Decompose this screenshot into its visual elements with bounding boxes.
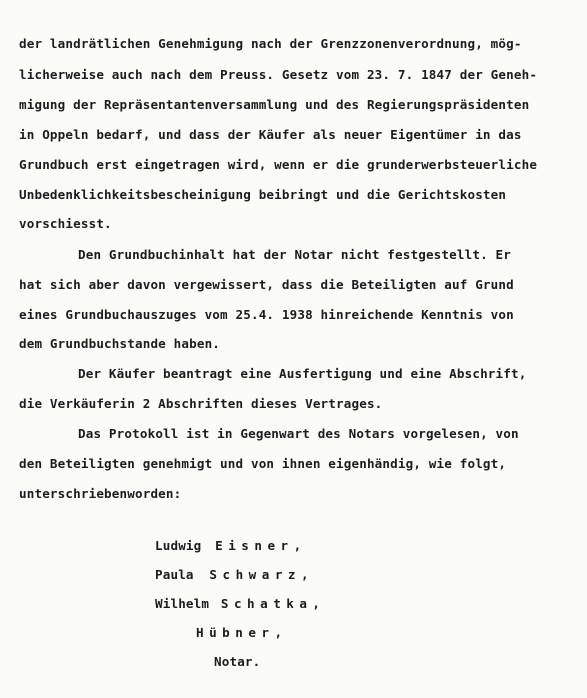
paragraph-1-line-5: Grundbuch erst eingetragen wird, wenn er die grunderwerbsteuerliche (19, 157, 538, 172)
signature-schatka (155, 596, 326, 611)
paragraph-4-line-2: den Beteiligten genehmigt und von ihnen eigenhändig, wie folgt, (19, 456, 507, 471)
signature-last-name: Eisner, (215, 538, 307, 553)
notary-label: Notar. (214, 654, 261, 669)
signature-eisner (155, 538, 307, 553)
signature-huebner: Hübner, (196, 625, 288, 640)
paragraph-4-line-1: Das Protokoll ist in Gegenwart des Notars vorgelesen, von (78, 426, 519, 441)
paragraph-1-line-7: vorschiesst. (19, 216, 112, 231)
paragraph-3-line-2: die Verkäuferin 2 Abschriften dieses Vertrages. (19, 396, 383, 411)
paragraph-1-line-1: der landrätlichen Genehmigung nach der Grenzzonenverordnung, mög- (19, 36, 522, 51)
paragraph-2-line-2: hat sich aber davon vergewissert, dass die Beteiligten auf Grund (19, 277, 514, 292)
paragraph-1-line-6: Unbedenklichkeitsbescheinigung beibringt und die Gerichtskosten (19, 187, 507, 202)
signature-first-name: Wilhelm (155, 596, 210, 611)
paragraph-2-line-4: dem Grundbuchstande haben. (19, 336, 221, 351)
paragraph-3-line-1: Der Käufer beantragt eine Ausfertigung und eine Abschrift, (78, 366, 527, 381)
paragraph-1-line-4: in Oppeln bedarf, und dass der Käufer als neuer Eigentümer in das (19, 127, 522, 142)
signature-first-name: Ludwig (155, 538, 202, 553)
paragraph-2-line-1: Den Grundbuchinhalt hat der Notar nicht festgestellt. Er (78, 247, 511, 262)
signature-last-name: Schatka, (220, 596, 326, 611)
paragraph-2-line-3: eines Grundbuchauszuges vom 25.4. 1938 hinreichende Kenntnis von (19, 307, 514, 322)
paragraph-4-line-3: unterschriebenworden: (19, 486, 182, 501)
signature-first-name: Paula (155, 567, 194, 582)
paragraph-1-line-3: migung der Repräsentantenversammlung und des Regierungspräsidenten (19, 97, 530, 112)
signature-schwarz (155, 567, 314, 582)
signature-last-name: Schwarz, (209, 567, 315, 582)
paragraph-1-line-2: licherweise auch nach dem Preuss. Gesetz vom 23. 7. 1847 der Geneh- (19, 67, 538, 82)
